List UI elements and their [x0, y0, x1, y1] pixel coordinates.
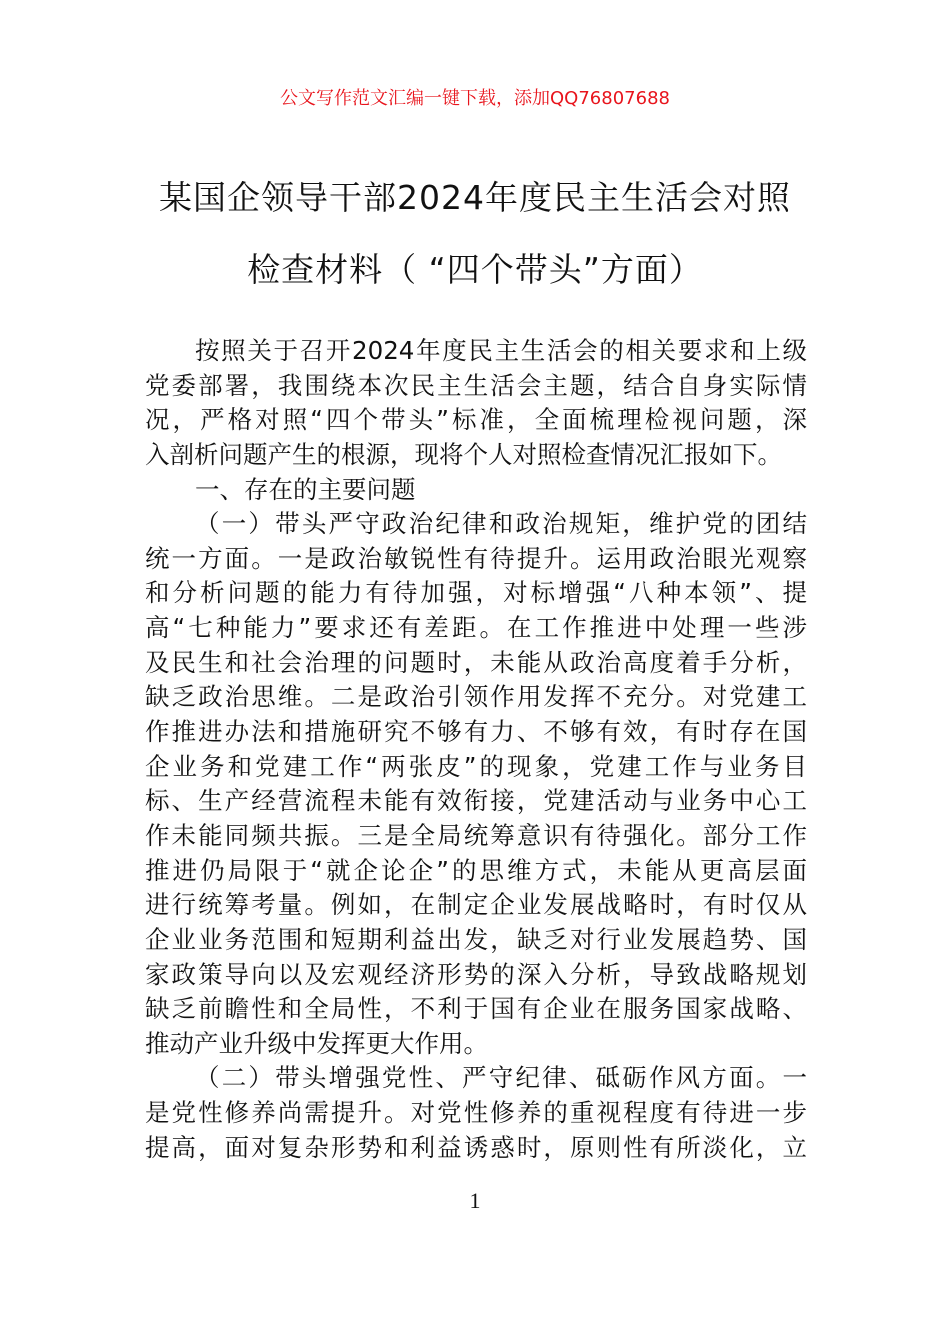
document-title-line-1: 某国企领导干部2024年度民主生活会对照 — [159, 178, 791, 217]
paragraph-line: 推进仍局限于“就企论企”的思维方式，未能从更高层面 — [145, 855, 807, 885]
paragraph-line: 缺乏政治思维。二是政治引领作用发挥不充分。对党建工 — [145, 682, 807, 712]
paragraph-line: 进行统筹考量。例如，在制定企业发展战略时，有时仅从 — [145, 890, 807, 920]
paragraph-line: （二）带头增强党性、严守纪律、砥砺作风方面。一 — [195, 1063, 807, 1093]
paragraph-line: 统一方面。一是政治敏锐性有待提升。运用政治眼光观察 — [145, 543, 807, 573]
paragraph-line: 党委部署，我围绕本次民主生活会主题，结合自身实际情 — [145, 370, 807, 400]
paragraph-line: 缺乏前瞻性和全局性，不利于国有企业在服务国家战略、 — [145, 994, 807, 1024]
paragraph-line: 况，严格对照“四个带头”标准，全面梳理检视问题，深 — [145, 405, 807, 435]
paragraph-line: 家政策导向以及宏观经济形势的深入分析，导致战略规划 — [145, 959, 807, 989]
paragraph-line: 入剖析问题产生的根源，现将个人对照检查情况汇报如下。 — [145, 439, 782, 469]
watermark-header: 公文写作范文汇编一键下载，添加QQ76807688 — [280, 88, 670, 109]
paragraph-line: 及民生和社会治理的问题时，未能从政治高度着手分析， — [145, 647, 807, 677]
paragraph-line: 高“七种能力”要求还有差距。在工作推进中处理一些涉 — [145, 613, 807, 643]
paragraph-line: 和分析问题的能力有待加强，对标增强“八种本领”、提 — [145, 578, 807, 608]
document-body — [145, 334, 807, 1165]
paragraph-line: 一、存在的主要问题 — [195, 474, 416, 504]
page-number: 1 — [469, 1188, 481, 1213]
paragraph-line: 标、生产经营流程未能有效衔接，党建活动与业务中心工 — [145, 786, 807, 816]
document-title-line-2: 检查材料（ “四个带头”方面） — [247, 250, 703, 289]
paragraph-line: 企业务和党建工作“两张皮”的现象，党建工作与业务目 — [145, 751, 807, 781]
paragraph-line: 按照关于召开2024年度民主生活会的相关要求和上级 — [195, 336, 807, 365]
paragraph-line: 企业业务范围和短期利益出发，缺乏对行业发展趋势、国 — [145, 924, 807, 954]
paragraph-line: 是党性修养尚需提升。对党性修养的重视程度有待进一步 — [145, 1098, 807, 1128]
paragraph-line: 推动产业升级中发挥更大作用。 — [145, 1028, 488, 1058]
paragraph-line: 作未能同频共振。三是全局统筹意识有待强化。部分工作 — [145, 820, 807, 850]
paragraph-line: 作推进办法和措施研究不够有力、不够有效，有时存在国 — [145, 717, 807, 747]
paragraph-line: （一）带头严守政治纪律和政治规矩，维护党的团结 — [195, 509, 807, 539]
paragraph-line: 提高，面对复杂形势和利益诱惑时，原则性有所淡化，立 — [145, 1132, 807, 1162]
